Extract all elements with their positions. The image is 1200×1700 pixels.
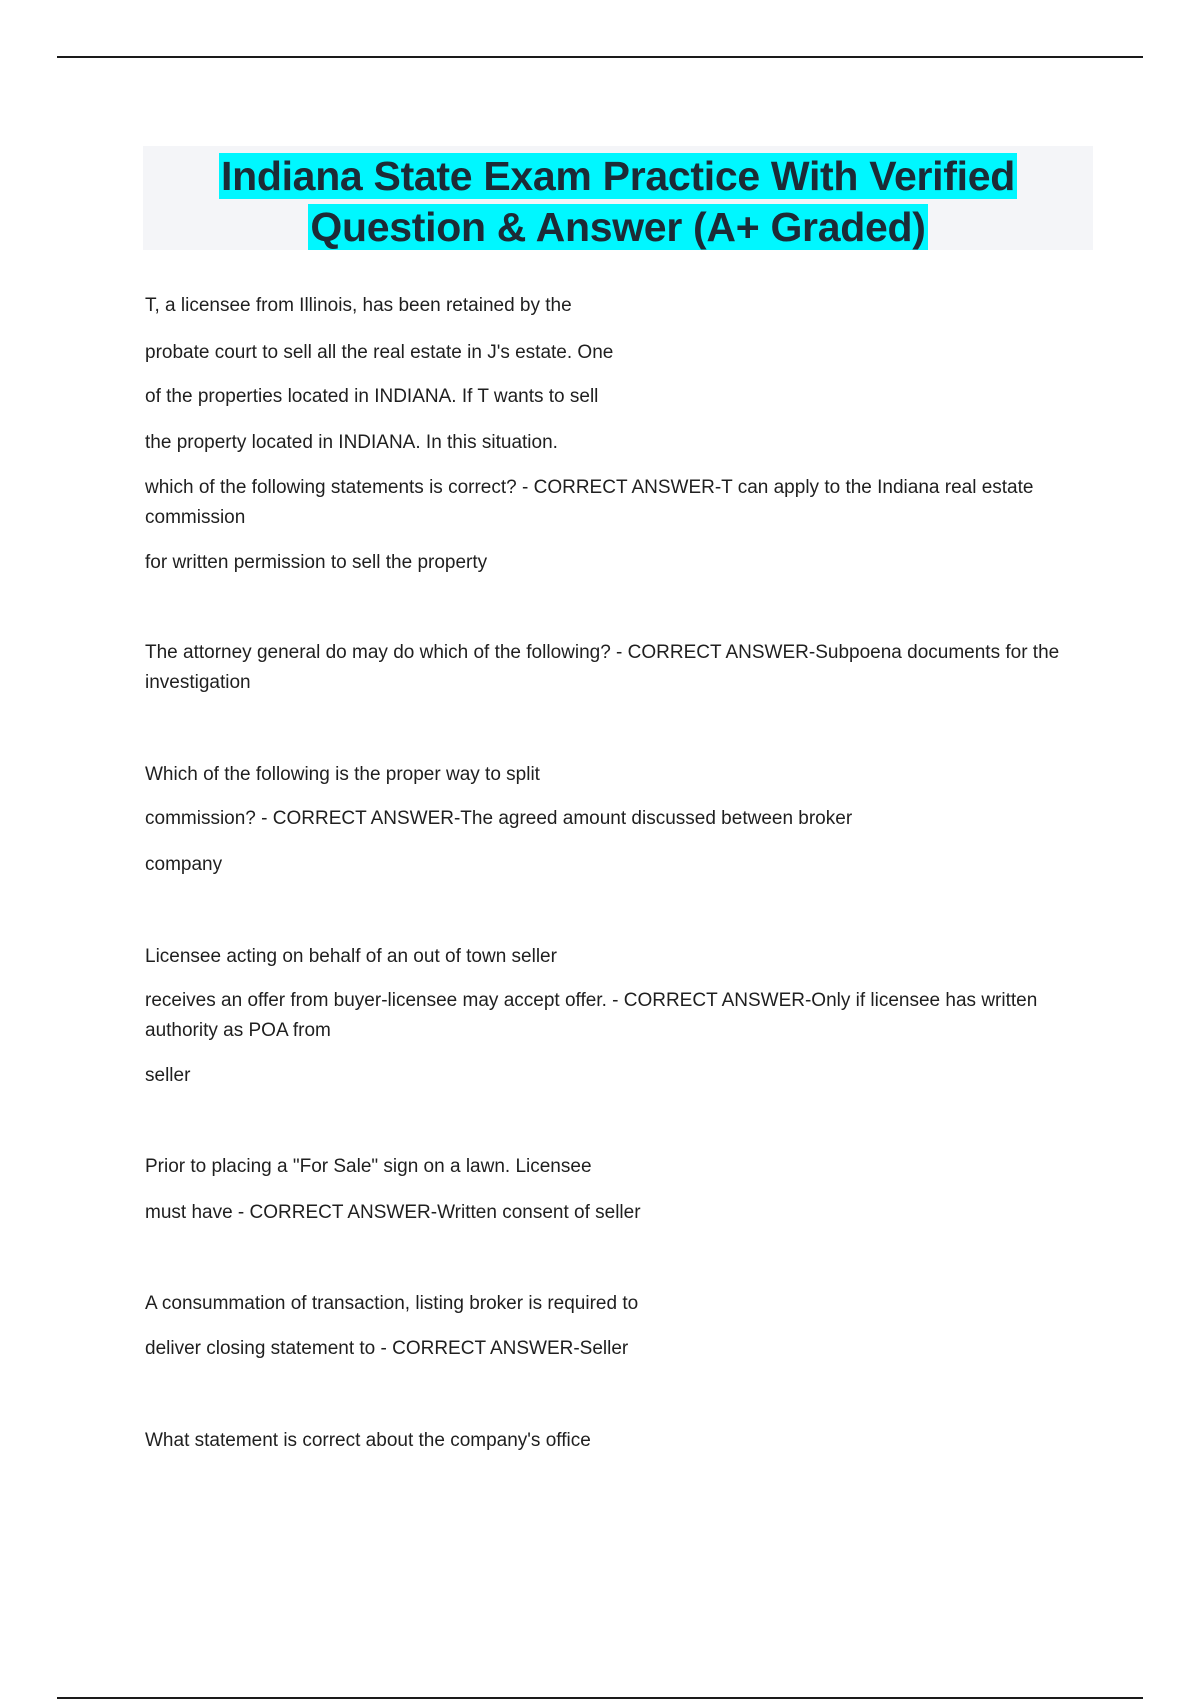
text-line: Prior to placing a "For Sale" sign on a lawn. Licensee [145,1156,592,1177]
title-line-1: Indiana State Exam Practice With Verified [221,153,1015,199]
text-line: deliver closing statement to - CORRECT ANSWER-Seller [145,1338,629,1359]
text-line: A consummation of transaction, listing broker is required to [145,1293,639,1314]
text-line: company [145,854,223,875]
text-line: the property located in INDIANA. In this situation. [145,432,558,453]
text-line: receives an offer from buyer-licensee may accept offer. - CORRECT ANSWER-Only if licensee has written authority as POA from [145,990,1038,1041]
text-line: The attorney general do may do which of the following? - CORRECT ANSWER-Subpoena documents for the investigation [145,642,1060,693]
text-line: for written permission to sell the property [145,552,488,573]
text-line: seller [145,1065,191,1086]
text-line: probate court to sell all the real estate in J's estate. One [145,342,614,363]
text-line: of the properties located in INDIANA. If T wants to sell [145,386,599,407]
text-line: T, a licensee from Illinois, has been retained by the [145,295,572,316]
text-line: Licensee acting on behalf of an out of town seller [145,946,557,967]
text-line: commission? - CORRECT ANSWER-The agreed amount discussed between broker [145,808,853,829]
title-line-2: Question & Answer (A+ Graded) [310,204,926,250]
text-line: which of the following statements is correct? - CORRECT ANSWER-T can apply to the Indiana real estate commission [145,477,1034,528]
document-title [143,146,1093,253]
text-line: Which of the following is the proper way to split [145,764,540,785]
document-title-box [143,146,1093,250]
text-line: What statement is correct about the company's office [145,1430,591,1451]
top-rule [57,56,1143,58]
bottom-rule [57,1697,1143,1699]
text-line: must have - CORRECT ANSWER-Written consent of seller [145,1202,641,1223]
